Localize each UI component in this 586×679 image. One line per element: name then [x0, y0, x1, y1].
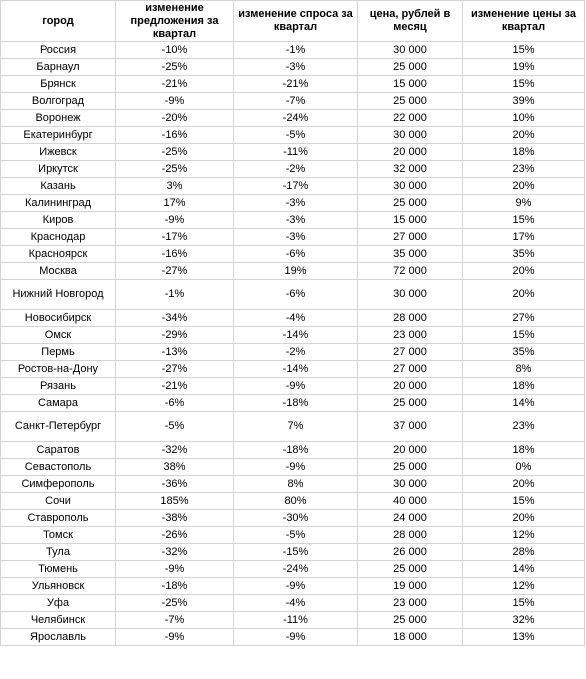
cell-demand-change[interactable]: -6% [234, 280, 358, 310]
cell-price-change[interactable]: 20% [463, 510, 585, 527]
cell-supply-change[interactable]: -9% [116, 629, 234, 646]
cell-supply-change[interactable]: 38% [116, 459, 234, 476]
cell-supply-change[interactable]: -32% [116, 544, 234, 561]
cell-price[interactable]: 23 000 [358, 595, 463, 612]
cell-price[interactable]: 72 000 [358, 263, 463, 280]
cell-supply-change[interactable]: -5% [116, 412, 234, 442]
cell-city[interactable]: Пермь [1, 344, 116, 361]
cell-demand-change[interactable]: -4% [234, 595, 358, 612]
table-row [1, 544, 585, 561]
cell-demand-change[interactable]: -11% [234, 144, 358, 161]
table-row [1, 327, 585, 344]
table-row [1, 42, 585, 59]
cell-city[interactable]: Омск [1, 327, 116, 344]
cell-supply-change[interactable]: -26% [116, 527, 234, 544]
cell-demand-change[interactable]: 7% [234, 412, 358, 442]
cell-demand-change[interactable]: -14% [234, 327, 358, 344]
cell-price-change[interactable]: 12% [463, 578, 585, 595]
table-row [1, 476, 585, 493]
cell-price[interactable]: 24 000 [358, 510, 463, 527]
cell-demand-change[interactable]: -3% [234, 195, 358, 212]
cell-price[interactable]: 22 000 [358, 110, 463, 127]
cell-price-change[interactable]: 18% [463, 144, 585, 161]
cell-city[interactable]: Самара [1, 395, 116, 412]
cell-demand-change[interactable]: -2% [234, 161, 358, 178]
cell-supply-change[interactable]: -13% [116, 344, 234, 361]
cell-price-change[interactable]: 9% [463, 195, 585, 212]
cell-supply-change[interactable]: -25% [116, 144, 234, 161]
cell-price[interactable]: 20 000 [358, 378, 463, 395]
cell-supply-change[interactable]: -38% [116, 510, 234, 527]
table-body [1, 42, 585, 646]
cell-supply-change[interactable]: -6% [116, 395, 234, 412]
cell-city[interactable]: Воронеж [1, 110, 116, 127]
table-row [1, 612, 585, 629]
cell-price-change[interactable]: 14% [463, 561, 585, 578]
cell-price[interactable]: 25 000 [358, 459, 463, 476]
cell-supply-change[interactable]: 3% [116, 178, 234, 195]
cell-price[interactable]: 25 000 [358, 395, 463, 412]
cell-price[interactable]: 30 000 [358, 127, 463, 144]
table-row [1, 395, 585, 412]
cell-price-change[interactable]: 15% [463, 493, 585, 510]
cell-price[interactable]: 18 000 [358, 629, 463, 646]
cell-price-change[interactable]: 15% [463, 42, 585, 59]
cell-supply-change[interactable]: -27% [116, 263, 234, 280]
cell-city[interactable]: Тула [1, 544, 116, 561]
cell-supply-change[interactable]: 185% [116, 493, 234, 510]
cell-city[interactable]: Москва [1, 263, 116, 280]
cell-supply-change[interactable]: -29% [116, 327, 234, 344]
header-demand-change[interactable]: изменение спроса за квартал [234, 1, 358, 42]
cell-price-change[interactable]: 23% [463, 412, 585, 442]
cell-price-change[interactable]: 14% [463, 395, 585, 412]
cell-city[interactable]: Брянск [1, 76, 116, 93]
table-row [1, 595, 585, 612]
cell-price[interactable]: 15 000 [358, 76, 463, 93]
cell-supply-change[interactable]: -27% [116, 361, 234, 378]
cell-price[interactable]: 30 000 [358, 280, 463, 310]
cell-city[interactable]: Барнаул [1, 59, 116, 76]
table-row [1, 378, 585, 395]
cell-demand-change[interactable]: -30% [234, 510, 358, 527]
table-row [1, 110, 585, 127]
table-row [1, 76, 585, 93]
header-row [1, 1, 585, 42]
cell-demand-change[interactable]: -24% [234, 110, 358, 127]
table-row [1, 263, 585, 280]
cell-demand-change[interactable]: -3% [234, 229, 358, 246]
table-row [1, 412, 585, 442]
cell-price[interactable]: 25 000 [358, 561, 463, 578]
cell-city[interactable]: Тюмень [1, 561, 116, 578]
cell-supply-change[interactable]: -36% [116, 476, 234, 493]
cell-city[interactable]: Волгоград [1, 93, 116, 110]
cell-price[interactable]: 25 000 [358, 195, 463, 212]
cell-demand-change[interactable]: -9% [234, 629, 358, 646]
cell-price-change[interactable]: 19% [463, 59, 585, 76]
cell-price-change[interactable]: 10% [463, 110, 585, 127]
cell-supply-change[interactable]: -9% [116, 212, 234, 229]
cell-city[interactable]: Калининград [1, 195, 116, 212]
cell-price-change[interactable]: 20% [463, 127, 585, 144]
cell-city[interactable]: Челябинск [1, 612, 116, 629]
cell-city[interactable]: Симферополь [1, 476, 116, 493]
cell-price-change[interactable]: 17% [463, 229, 585, 246]
cell-price[interactable]: 37 000 [358, 412, 463, 442]
table-row [1, 578, 585, 595]
cell-price[interactable]: 27 000 [358, 344, 463, 361]
cell-city[interactable]: Ставрополь [1, 510, 116, 527]
cell-city[interactable]: Красноярск [1, 246, 116, 263]
cell-price-change[interactable]: 35% [463, 344, 585, 361]
table-row [1, 59, 585, 76]
cell-price-change[interactable]: 27% [463, 310, 585, 327]
cell-demand-change[interactable]: -1% [234, 42, 358, 59]
cell-city[interactable]: Новосибирск [1, 310, 116, 327]
cell-demand-change[interactable]: -2% [234, 344, 358, 361]
cell-city[interactable]: Казань [1, 178, 116, 195]
cell-price[interactable]: 20 000 [358, 144, 463, 161]
cell-city[interactable]: Санкт-Петербург [1, 412, 116, 442]
table-row [1, 127, 585, 144]
cell-supply-change[interactable]: -34% [116, 310, 234, 327]
cell-city[interactable]: Ульяновск [1, 578, 116, 595]
cell-demand-change[interactable]: -11% [234, 612, 358, 629]
header-city[interactable]: город [1, 1, 116, 42]
cell-price[interactable]: 20 000 [358, 442, 463, 459]
cell-price[interactable]: 30 000 [358, 42, 463, 59]
cell-price[interactable]: 27 000 [358, 229, 463, 246]
cell-price-change[interactable]: 12% [463, 527, 585, 544]
table-row [1, 195, 585, 212]
cell-price-change[interactable]: 0% [463, 459, 585, 476]
cell-price-change[interactable]: 15% [463, 76, 585, 93]
cell-city[interactable]: Саратов [1, 442, 116, 459]
cell-demand-change[interactable]: -18% [234, 395, 358, 412]
cell-supply-change[interactable]: -21% [116, 378, 234, 395]
cell-price-change[interactable]: 15% [463, 595, 585, 612]
cell-supply-change[interactable]: -16% [116, 246, 234, 263]
cell-price[interactable]: 25 000 [358, 93, 463, 110]
cell-supply-change[interactable]: -25% [116, 59, 234, 76]
cell-supply-change[interactable]: -21% [116, 76, 234, 93]
cell-demand-change[interactable]: -15% [234, 544, 358, 561]
cell-price[interactable]: 28 000 [358, 527, 463, 544]
cell-supply-change[interactable]: -25% [116, 595, 234, 612]
cell-demand-change[interactable]: 19% [234, 263, 358, 280]
cell-price-change[interactable]: 35% [463, 246, 585, 263]
cell-price[interactable]: 30 000 [358, 178, 463, 195]
cell-city[interactable]: Россия [1, 42, 116, 59]
table-row [1, 229, 585, 246]
cell-supply-change[interactable]: -17% [116, 229, 234, 246]
cell-demand-change[interactable]: -6% [234, 246, 358, 263]
cell-price-change[interactable]: 15% [463, 327, 585, 344]
cell-city[interactable]: Нижний Новгород [1, 280, 116, 310]
cell-city[interactable]: Иркутск [1, 161, 116, 178]
cell-supply-change[interactable]: -9% [116, 93, 234, 110]
table-row [1, 144, 585, 161]
cell-price-change[interactable]: 18% [463, 442, 585, 459]
cell-price-change[interactable]: 28% [463, 544, 585, 561]
cell-price-change[interactable]: 20% [463, 280, 585, 310]
cell-price[interactable]: 23 000 [358, 327, 463, 344]
table-row [1, 510, 585, 527]
cell-supply-change[interactable]: -25% [116, 161, 234, 178]
cell-city[interactable]: Севастополь [1, 459, 116, 476]
cell-city[interactable]: Уфа [1, 595, 116, 612]
cell-demand-change[interactable]: 8% [234, 476, 358, 493]
cell-demand-change[interactable]: -24% [234, 561, 358, 578]
cell-city[interactable]: Томск [1, 527, 116, 544]
table-row [1, 344, 585, 361]
cell-demand-change[interactable]: -4% [234, 310, 358, 327]
table-row [1, 493, 585, 510]
cell-city[interactable]: Ижевск [1, 144, 116, 161]
table-row [1, 561, 585, 578]
cell-price[interactable]: 28 000 [358, 310, 463, 327]
cell-price[interactable]: 25 000 [358, 59, 463, 76]
cell-demand-change[interactable]: -14% [234, 361, 358, 378]
cell-price[interactable]: 40 000 [358, 493, 463, 510]
table-row [1, 161, 585, 178]
cell-demand-change[interactable]: -18% [234, 442, 358, 459]
cell-city[interactable]: Ярославль [1, 629, 116, 646]
cell-supply-change[interactable]: -9% [116, 561, 234, 578]
cell-demand-change[interactable]: -9% [234, 378, 358, 395]
cell-price-change[interactable]: 32% [463, 612, 585, 629]
cell-price[interactable]: 35 000 [358, 246, 463, 263]
cell-price-change[interactable]: 8% [463, 361, 585, 378]
cell-price-change[interactable]: 20% [463, 178, 585, 195]
cell-demand-change[interactable]: -3% [234, 212, 358, 229]
cell-demand-change[interactable]: -9% [234, 459, 358, 476]
cell-price-change[interactable]: 23% [463, 161, 585, 178]
cell-supply-change[interactable]: -7% [116, 612, 234, 629]
cell-supply-change[interactable]: -32% [116, 442, 234, 459]
cell-price[interactable]: 26 000 [358, 544, 463, 561]
cell-price[interactable]: 15 000 [358, 212, 463, 229]
table-row [1, 246, 585, 263]
cell-demand-change[interactable]: 80% [234, 493, 358, 510]
table-row [1, 280, 585, 310]
cell-supply-change[interactable]: -1% [116, 280, 234, 310]
cell-city[interactable]: Краснодар [1, 229, 116, 246]
table-row [1, 629, 585, 646]
cell-city[interactable]: Ростов-на-Дону [1, 361, 116, 378]
cell-price[interactable]: 27 000 [358, 361, 463, 378]
cell-price[interactable]: 19 000 [358, 578, 463, 595]
cell-city[interactable]: Сочи [1, 493, 116, 510]
table-row [1, 310, 585, 327]
cell-price-change[interactable]: 20% [463, 476, 585, 493]
cell-price[interactable]: 32 000 [358, 161, 463, 178]
cell-price-change[interactable]: 18% [463, 378, 585, 395]
cell-demand-change[interactable]: -9% [234, 578, 358, 595]
cell-demand-change[interactable]: -3% [234, 59, 358, 76]
cell-supply-change[interactable]: -18% [116, 578, 234, 595]
cell-city[interactable]: Киров [1, 212, 116, 229]
table-row [1, 361, 585, 378]
cell-supply-change[interactable]: -20% [116, 110, 234, 127]
cell-supply-change[interactable]: -10% [116, 42, 234, 59]
cell-price[interactable]: 25 000 [358, 612, 463, 629]
table-row [1, 178, 585, 195]
cell-price[interactable]: 30 000 [358, 476, 463, 493]
table-row [1, 459, 585, 476]
header-supply-change[interactable]: изменение предложения за квартал [116, 1, 234, 42]
cell-demand-change[interactable]: -5% [234, 527, 358, 544]
table-row [1, 527, 585, 544]
table-row [1, 93, 585, 110]
header-price[interactable]: цена, рублей в месяц [358, 1, 463, 42]
cell-demand-change[interactable]: -21% [234, 76, 358, 93]
cell-price-change[interactable]: 15% [463, 212, 585, 229]
cell-demand-change[interactable]: -17% [234, 178, 358, 195]
cell-demand-change[interactable]: -7% [234, 93, 358, 110]
table-row [1, 212, 585, 229]
table-row [1, 442, 585, 459]
cell-supply-change[interactable]: 17% [116, 195, 234, 212]
cell-price-change[interactable]: 39% [463, 93, 585, 110]
cell-price-change[interactable]: 20% [463, 263, 585, 280]
header-price-change[interactable]: изменение цены за квартал [463, 1, 585, 42]
cell-price-change[interactable]: 13% [463, 629, 585, 646]
cell-demand-change[interactable]: -5% [234, 127, 358, 144]
cell-city[interactable]: Екатеринбург [1, 127, 116, 144]
cell-supply-change[interactable]: -16% [116, 127, 234, 144]
cell-city[interactable]: Рязань [1, 378, 116, 395]
